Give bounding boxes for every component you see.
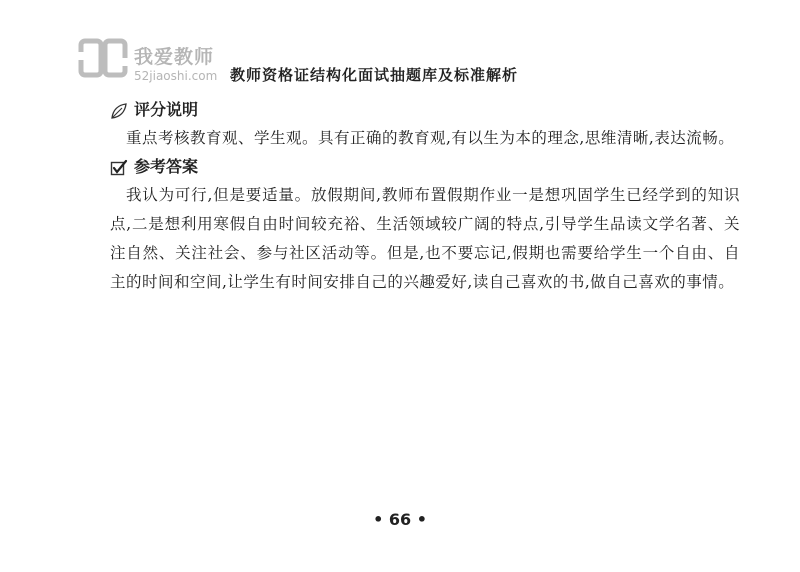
site-logo (78, 34, 228, 90)
paragraph: 我认为可行,但是要适量。放假期间,教师布置假期作业一是想巩固学生已经学到的知识点,二是想利用寒假自由时间较充裕、生活领域较广阔的特点,引导学生品读文学名著、关注自然、关注社会、参与社区活动等。但是,也不要忘记,假期也需要给学生一个自由、自主的时间和空间,让学生有时间安排自己的兴趣爱好,读自己喜欢的书,做自己喜欢的事情。 (110, 186, 740, 291)
logo-url: 52jiaoshi.com (134, 69, 218, 83)
section-title-text: 评分说明 (134, 100, 199, 119)
section-title-text: 参考答案 (134, 157, 199, 176)
page-number: • 66 • (373, 510, 427, 529)
page-content (110, 96, 740, 297)
logo-text: 我爱教师 (134, 46, 215, 68)
page-header (78, 34, 718, 90)
section-scoring (110, 96, 740, 153)
section-title (110, 153, 740, 181)
section-answer (110, 153, 740, 297)
checkbox-check-icon (110, 158, 128, 176)
section-title (110, 96, 740, 124)
book-title: 教师资格证结构化面试抽题库及标准解析 (230, 66, 519, 84)
leaf-icon (110, 101, 128, 119)
logo-mark-icon (78, 38, 130, 82)
paragraph: 重点考核教育观、学生观。具有正确的教育观,有以生为本的理念,思维清晰,表达流畅。 (126, 129, 735, 147)
